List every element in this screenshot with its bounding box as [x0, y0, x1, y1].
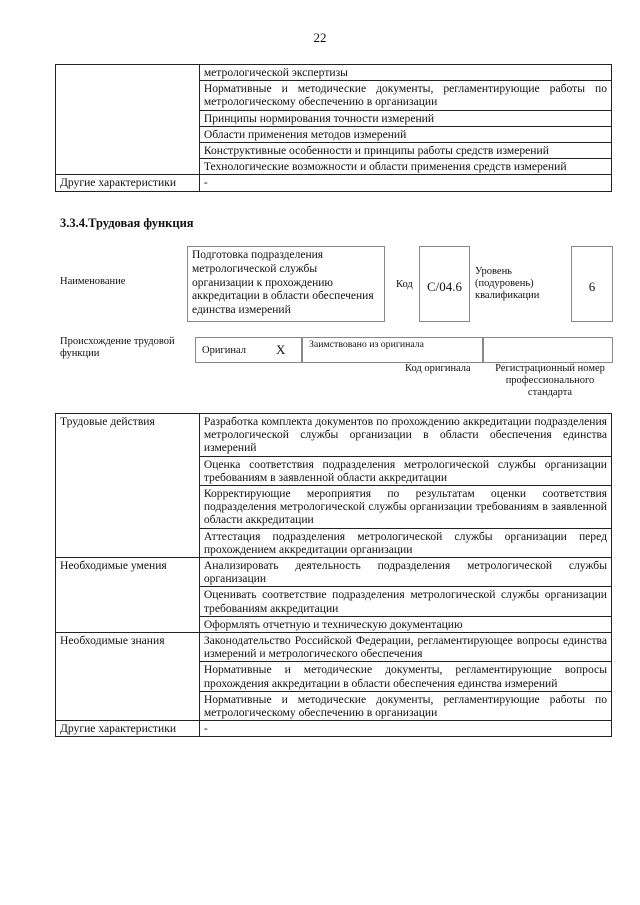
- table-row: Разработка комплекта документов по прохождению аккредитации подразделения метрологической службы организации в области обеспечения единства измерений: [199, 414, 611, 457]
- original-cell: [195, 337, 302, 363]
- code-value: С/04.6: [419, 246, 470, 322]
- table-row: Законодательство Российской Федерации, регламентирующее вопросы единства измерений и метрологического обеспечения: [199, 633, 611, 662]
- table-row: метрологической экспертизы: [199, 65, 611, 81]
- reg-number-cell: [483, 337, 613, 363]
- top-table: [55, 64, 612, 192]
- main-table: [55, 413, 612, 737]
- page-number: 22: [313, 30, 327, 45]
- table-row: Аттестация подразделения метрологической службы организации перед прохождением аккредитации организации: [199, 528, 611, 557]
- table-row: Технологические возможности и области применения средств измерений: [199, 159, 611, 175]
- top-table-empty-cell: [56, 65, 200, 175]
- code-label: Код: [396, 279, 413, 290]
- other-characteristics-value: -: [199, 721, 611, 737]
- table-row: Оценивать соответствие подразделения метрологической службы организации требованиям аккредитации: [199, 587, 611, 616]
- original-label: Оригинал: [202, 345, 246, 356]
- table-row: Нормативные и методические документы, регламентирующие работы по метрологическому обеспечению в организации: [199, 81, 611, 110]
- reg-number-caption: Регистрационный номер профессионального стандарта: [495, 363, 605, 398]
- level-value: 6: [571, 246, 613, 322]
- original-mark: X: [276, 342, 286, 357]
- name-label: Наименование: [60, 276, 126, 287]
- skills-label: Необходимые умения: [56, 558, 200, 633]
- section-heading: 3.3.4.Трудовая функция: [60, 216, 194, 230]
- table-row: Конструктивные особенности и принципы работы средств измерений: [199, 143, 611, 159]
- function-name-box: Подготовка подразделения метрологической службы организации к прохождению аккредитации в области обеспечения единства измерений: [187, 246, 385, 322]
- level-label: Уровень (подуровень) квалификации: [475, 266, 540, 301]
- other-characteristics-label: Другие характеристики: [56, 721, 200, 737]
- other-characteristics-label: Другие характеристики: [56, 175, 200, 191]
- origin-label: Происхождение трудовой функции: [60, 336, 175, 359]
- table-row: Анализировать деятельность подразделения метрологической службы организации: [199, 558, 611, 587]
- table-row: Корректирующие мероприятия по результатам оценки соответствия подразделения метрологической службы организации требованиям в заявленной области аккредитации: [199, 486, 611, 529]
- table-row: Нормативные и методические документы, регламентирующие работы по метрологическому обеспечению в организации: [199, 691, 611, 720]
- table-row: Оценка соответствия подразделения метрологической службы организации требованиям в заявленной области аккредитации: [199, 456, 611, 485]
- original-code-caption: Код оригинала: [405, 363, 471, 374]
- table-row: Принципы нормирования точности измерений: [199, 110, 611, 126]
- labor-actions-label: Трудовые действия: [56, 414, 200, 558]
- borrowed-cell: Заимствовано из оригинала: [302, 337, 483, 363]
- other-characteristics-value: -: [199, 175, 611, 191]
- table-row: Оформлять отчетную и техническую документацию: [199, 616, 611, 632]
- knowledge-label: Необходимые знания: [56, 633, 200, 721]
- table-row: Области применения методов измерений: [199, 126, 611, 142]
- table-row: Нормативные и методические документы, регламентирующие вопросы прохождения аккредитации в области обеспечения единства измерений: [199, 662, 611, 691]
